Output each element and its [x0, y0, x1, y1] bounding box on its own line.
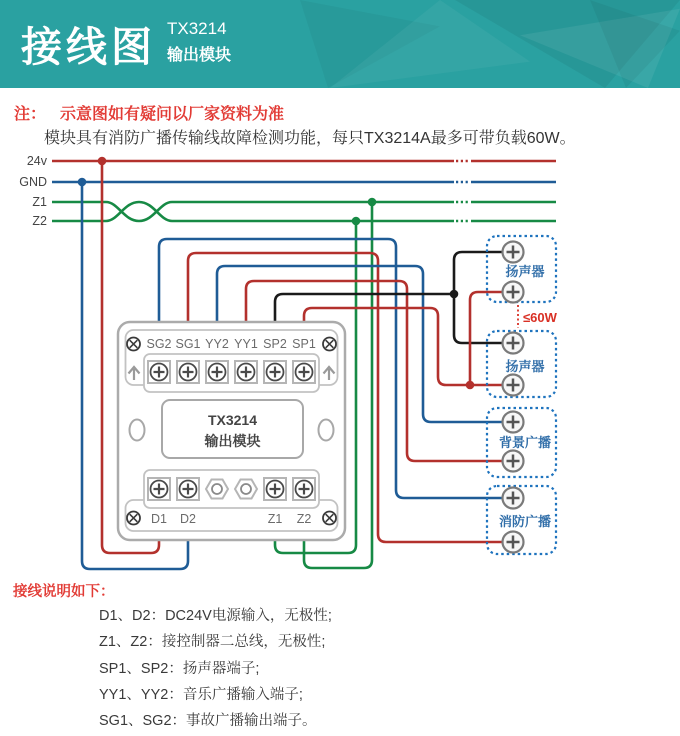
- bus-labels: [19, 154, 48, 228]
- screw-cross-icon: [323, 338, 336, 351]
- junction-dot: [368, 198, 377, 207]
- wire-speaker1-bottom-link: [470, 292, 503, 385]
- bus-label-z2: Z2: [32, 214, 47, 228]
- terminal-label-z1: Z1: [267, 512, 283, 526]
- page-title: 接线图: [21, 24, 156, 70]
- terminal-label-sg1: SG1: [175, 337, 201, 351]
- screw-terminal-icon: [235, 361, 257, 383]
- terminal-label-z2: Z2: [296, 512, 312, 526]
- terminal-icon: [503, 412, 524, 433]
- junction-dot: [78, 178, 87, 187]
- junction-dot: [98, 157, 107, 166]
- screw-terminal-icon: [148, 361, 170, 383]
- bus-label-24v: 24v: [26, 154, 47, 168]
- bus-label-gnd: GND: [19, 175, 47, 189]
- hex-terminal-icon: [206, 480, 228, 499]
- note-description: 模块具有消防广播传输线故障检测功能，每只TX3214A最多可带负载60W。: [44, 130, 576, 147]
- model-type: 输出模块: [167, 47, 232, 64]
- wiring-diagram: [0, 148, 680, 580]
- terminal-label-d2: D2: [180, 512, 196, 526]
- module-name: TX3214: [207, 412, 258, 428]
- screw-terminal-icon: [264, 361, 286, 383]
- module-nameplate: [162, 400, 303, 458]
- screw-terminal-icon: [293, 478, 315, 500]
- terminal-icon: [503, 242, 524, 263]
- terminal-label-sg2: SG2: [146, 337, 172, 351]
- model-number: TX3214: [167, 19, 227, 38]
- legend-title: 接线说明如下：: [13, 584, 115, 600]
- screw-terminal-icon: [206, 361, 228, 383]
- screw-cross-icon: [323, 512, 336, 525]
- screw-terminal-icon: [264, 478, 286, 500]
- device-boxes: [487, 236, 556, 554]
- junction-dot: [466, 381, 475, 390]
- tx3214-module: [118, 322, 345, 540]
- load-limit-label: ≤60W: [523, 310, 557, 325]
- mounting-hole-icon: [130, 420, 145, 441]
- screw-cross-icon: [127, 338, 140, 351]
- note-warning: 示意图如有疑问以厂家资料为准: [60, 106, 285, 123]
- terminal-icon: [503, 282, 524, 303]
- device-label-fire: 消防广播: [498, 514, 552, 529]
- bus-lines: [52, 161, 556, 221]
- device-label-speaker-2: 扬声器: [505, 359, 545, 374]
- screw-terminal-icon: [293, 361, 315, 383]
- junction-dot: [352, 217, 361, 226]
- module-type: 输出模块: [204, 433, 261, 449]
- screw-terminal-icon: [177, 361, 199, 383]
- screw-cross-icon: [127, 512, 140, 525]
- legend-item-z: Z1、Z2：接控制器二总线，无极性;: [99, 634, 326, 651]
- terminal-icon: [503, 375, 524, 396]
- hex-terminal-icon: [235, 480, 257, 499]
- legend-item-yy: YY1、YY2：音乐广播输入端子;: [99, 686, 303, 703]
- mounting-hole-icon: [319, 420, 334, 441]
- terminal-icon: [503, 333, 524, 354]
- terminal-icon: [503, 488, 524, 509]
- legend-item-sp: SP1、SP2：扬声器端子;: [99, 660, 260, 677]
- screw-terminal-icon: [177, 478, 199, 500]
- terminal-icon: [503, 532, 524, 553]
- terminal-label-yy1: YY1: [234, 337, 258, 351]
- note-warning-line: [14, 101, 284, 124]
- legend-item-sg: SG1、SG2：事故广播输出端子。: [99, 713, 317, 730]
- screw-terminal-icon: [148, 478, 170, 500]
- device-label-background: 背景广播: [498, 435, 552, 450]
- note-prefix: 注：: [14, 106, 47, 123]
- terminal-label-yy2: YY2: [205, 337, 229, 351]
- terminal-icon: [503, 451, 524, 472]
- header-banner: [0, 0, 680, 88]
- legend-item-d: D1、D2：DC24V电源输入，无极性;: [99, 608, 332, 624]
- terminal-label-sp2: SP2: [263, 337, 287, 351]
- terminal-label-d1: D1: [151, 512, 167, 526]
- terminal-label-sp1: SP1: [292, 337, 316, 351]
- legend-items: [99, 605, 332, 736]
- device-label-speaker-1: 扬声器: [505, 264, 545, 279]
- bus-label-z1: Z1: [32, 195, 47, 209]
- junction-dot: [450, 290, 459, 299]
